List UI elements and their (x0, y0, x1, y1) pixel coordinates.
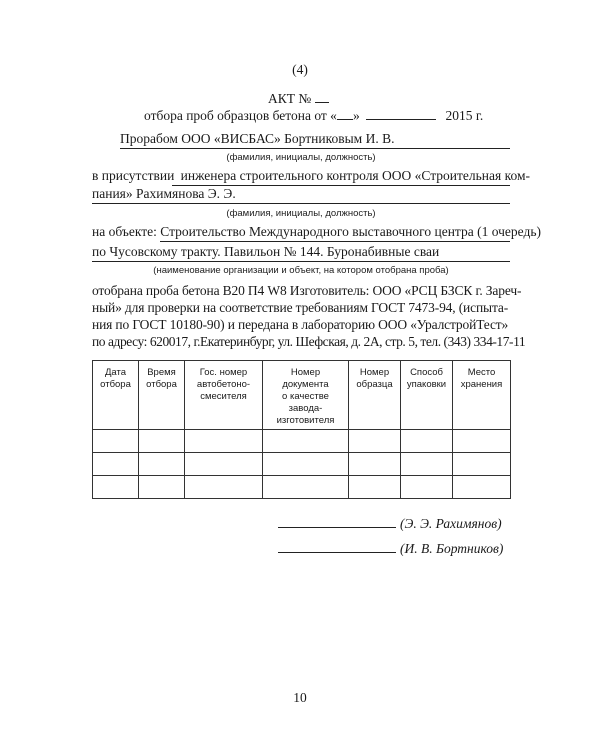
foreman-underline (120, 148, 510, 149)
samples-table (92, 360, 511, 499)
form-number: (4) (292, 62, 308, 77)
col-header-quality-doc: Номер документа о качестве завода- изготовителя (263, 361, 349, 430)
object-prefix: на объекте: (92, 224, 157, 239)
presence-underline2 (92, 203, 510, 204)
table-header-row (93, 361, 511, 430)
col-header-time: Время отбора (139, 361, 185, 430)
signature-name-2: (И. В. Бортников) (400, 541, 504, 556)
presence-text1: инженера строительного контроля ООО «Строительная ком- (180, 168, 530, 183)
signature-name-1: (Э. Э. Рахимянов) (400, 516, 502, 531)
day-blank (337, 107, 353, 120)
col-header-date: Дата отбора (93, 361, 139, 430)
month-blank (366, 107, 436, 120)
act-title-text: АКТ № (268, 91, 312, 106)
object-underline2 (92, 261, 510, 262)
col-header-mixer-number: Гос. номер автобетоно- смесителя (185, 361, 263, 430)
object-text1: Строительство Международного выставочного центра (1 очередь) (160, 224, 541, 239)
page-number: 10 (293, 690, 307, 705)
signature-line-2 (278, 552, 396, 553)
col-header-storage: Место хранения (453, 361, 511, 430)
subtitle-mid: » (352, 108, 360, 123)
object-line1 (92, 224, 541, 240)
presence-line1 (92, 168, 530, 184)
act-subtitle (144, 107, 483, 124)
presence-caption: (фамилия, инициалы, должность) (226, 208, 376, 219)
year-text: 2015 г. (445, 108, 484, 123)
signature-line-1 (278, 527, 396, 528)
body-line3: ния по ГОСТ 10180-90) и передана в лабораторию ООО «УралстройТест» (92, 317, 509, 332)
table-row (93, 453, 511, 476)
act-title (268, 90, 329, 107)
presence-prefix: в присутствии (92, 168, 175, 183)
foreman-line: Прорабом ООО «ВИСБАС» Бортниковым И. В. (120, 131, 395, 146)
act-number-blank (315, 90, 329, 103)
table-row (93, 476, 511, 499)
table-row (93, 430, 511, 453)
object-underline1 (160, 241, 510, 242)
subtitle-text: отбора проб образцов бетона от « (144, 108, 337, 123)
col-header-sample-number: Номер образца (349, 361, 401, 430)
body-line1: отобрана проба бетона В20 П4 W8 Изготовитель: ООО «РСЦ БЗСК г. Зареч- (92, 283, 522, 298)
col-header-packing: Способ упаковки (401, 361, 453, 430)
object-caption: (наименование организации и объект, на котором отобрана проба) (153, 265, 449, 276)
presence-line2: пания» Рахимянова Э. Э. (92, 186, 236, 201)
body-line4: по адресу: 620017, г.Екатеринбург, ул. Шефская, д. 2А, стр. 5, тел. (343) 334-17-11 (92, 334, 526, 349)
body-line2: ный» для проверки на соответствие требованиям ГОСТ 7473-94, (испыта- (92, 300, 509, 315)
object-line2: по Чусовскому тракту. Павильон № 144. Буронабивные сваи (92, 244, 440, 259)
foreman-caption: (фамилия, инициалы, должность) (226, 152, 376, 163)
